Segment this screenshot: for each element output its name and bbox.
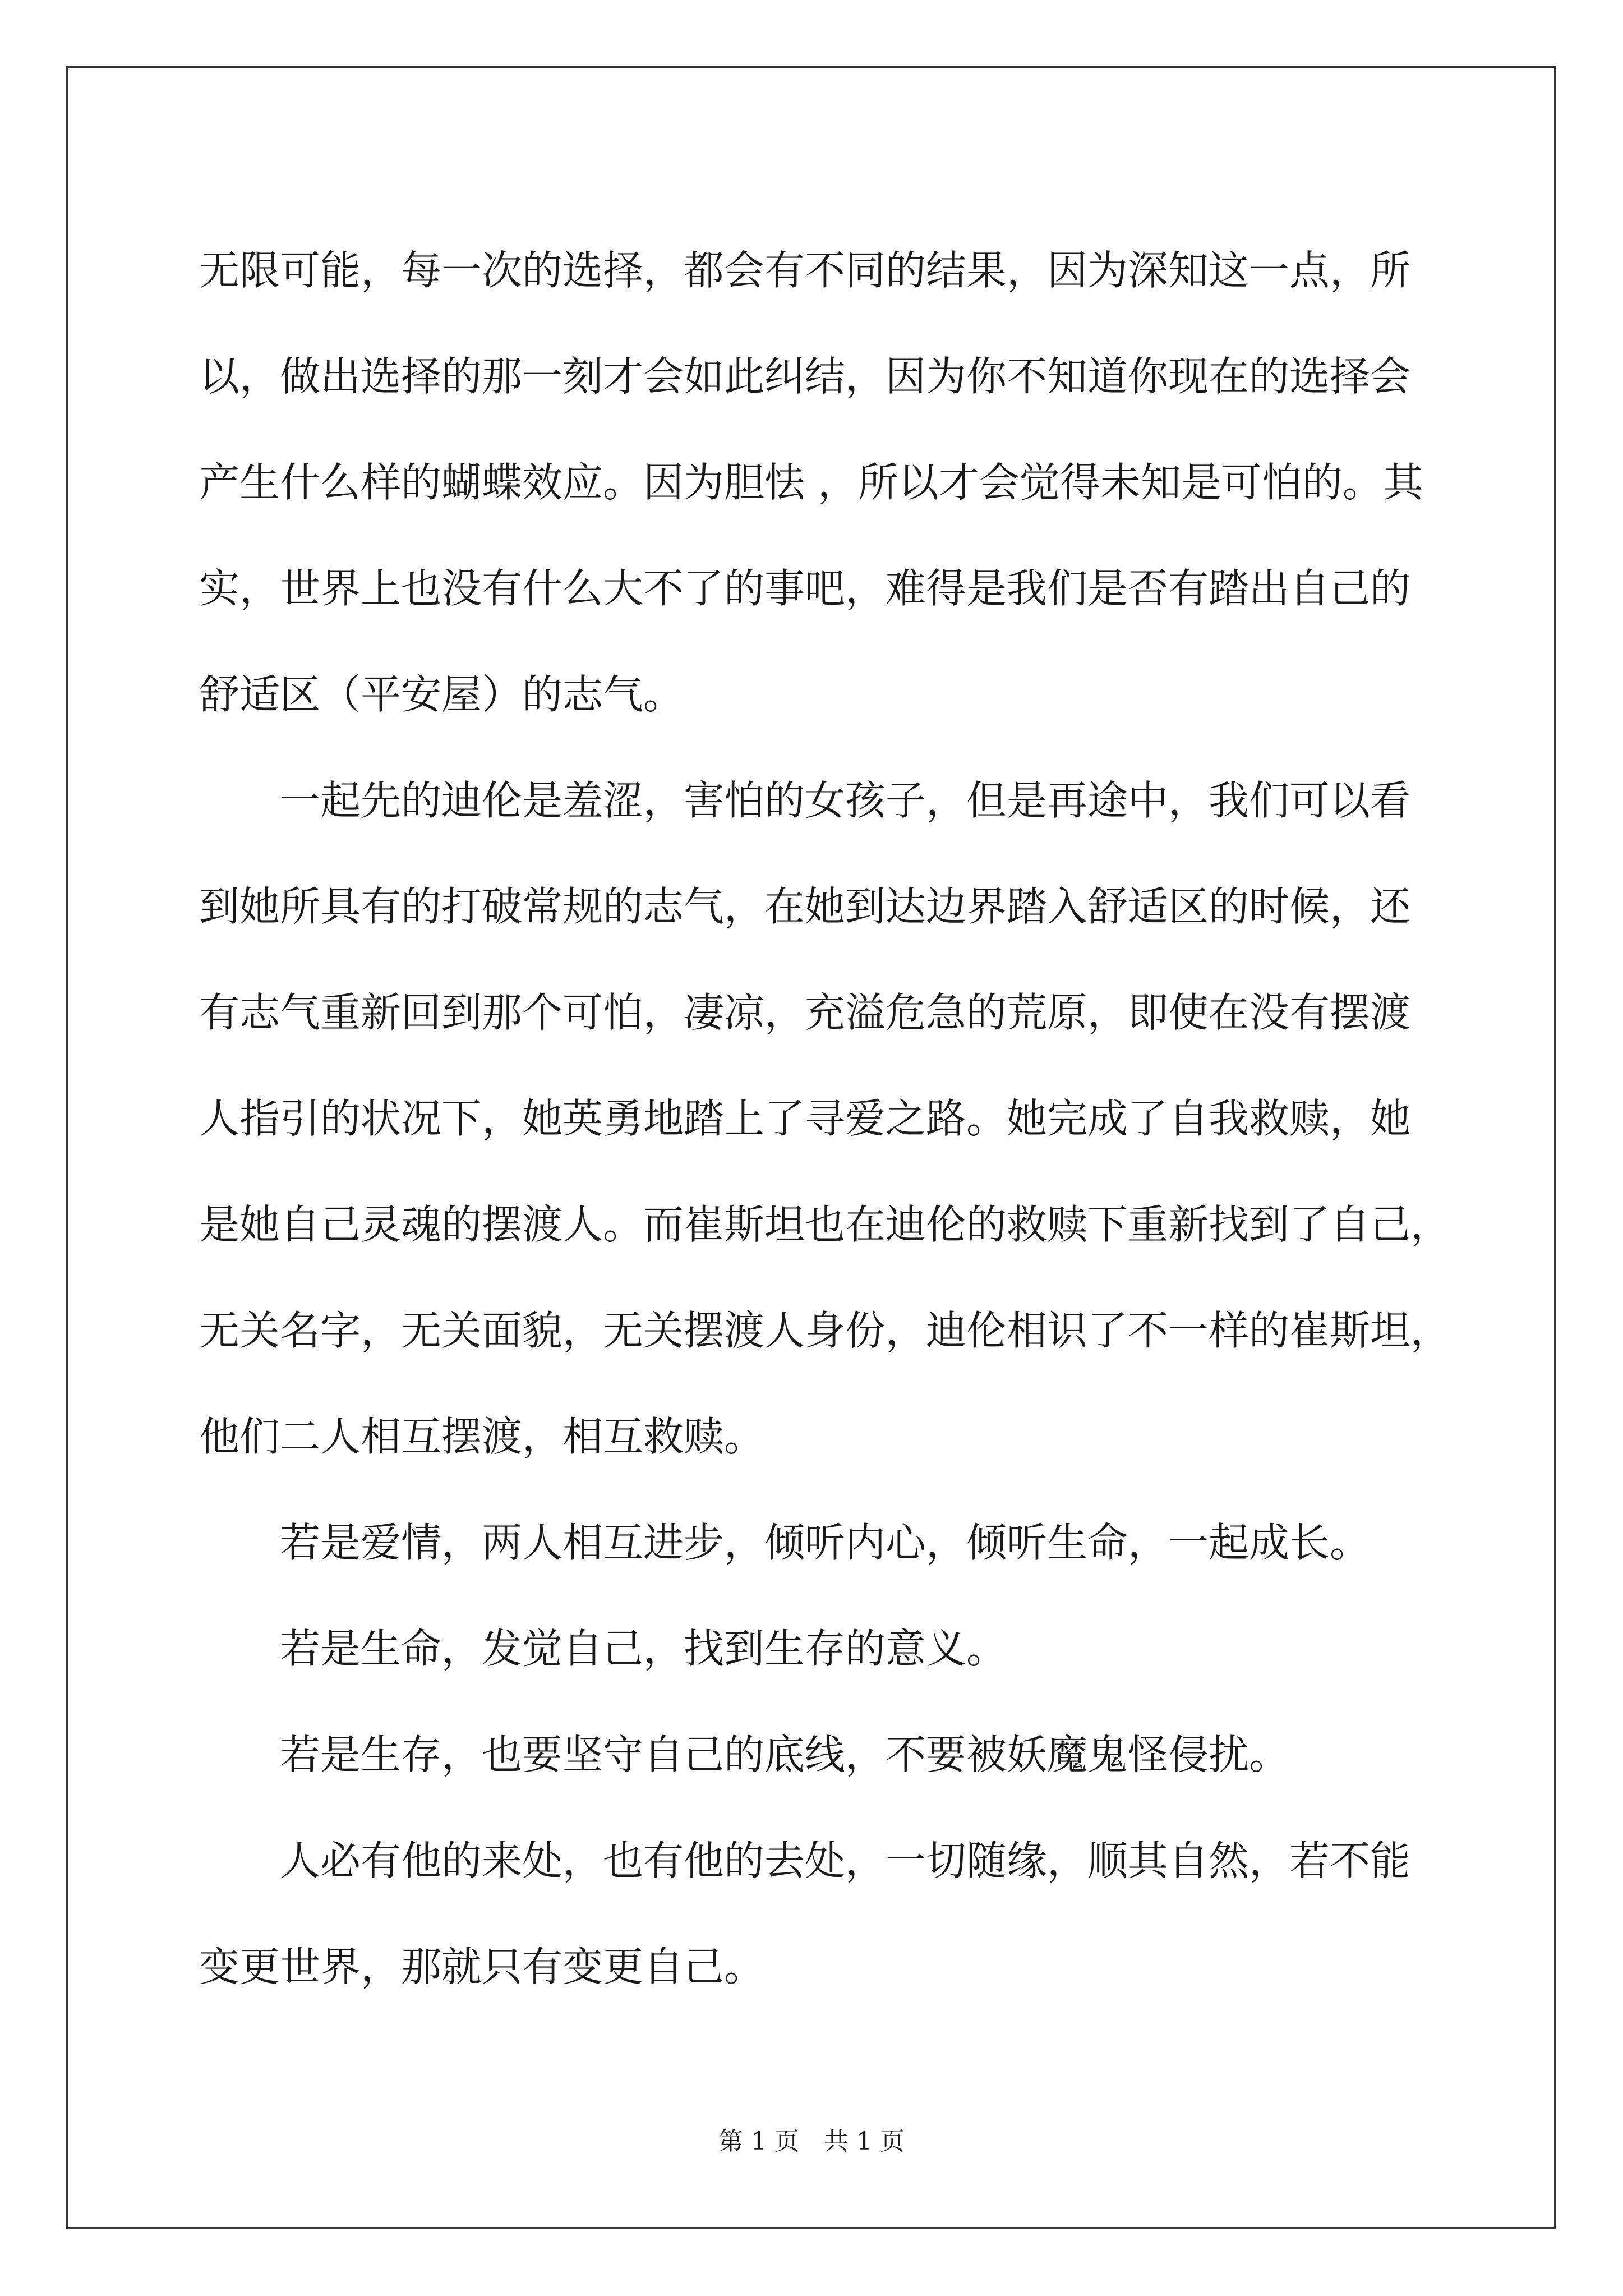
text-line: 一起先的迪伦是羞涩，害怕的女孩子，但是再途中，我们可以看	[280, 777, 1411, 824]
paragraph-1	[199, 218, 1461, 748]
paragraph-3	[199, 1490, 1461, 1596]
text-line: 无关名字，无关面貌，无关摆渡人身份，迪伦相识了不一样的崔斯坦，	[199, 1307, 1451, 1354]
text-line: 有志气重新回到那个可怕，凄凉，充溢危急的荒原，即使在没有摆渡	[199, 989, 1411, 1036]
text-line: 舒适区（平安屋）的志气。	[199, 671, 684, 718]
text-line: 若是爱情，两人相互进步，倾听内心，倾听生命，一起成长。	[280, 1519, 1371, 1566]
text-line: 实，世界上也没有什么大不了的事吧，难得是我们是否有踏出自己的	[199, 565, 1411, 612]
paragraph-2	[199, 748, 1461, 1490]
text-line: 是她自己灵魂的摆渡人。而崔斯坦也在迪伦的救赎下重新找到了自己，	[199, 1201, 1451, 1248]
text-line: 以，做出选择的那一刻才会如此纠结，因为你不知道你现在的选择会	[199, 353, 1411, 400]
page-footer	[0, 2125, 1623, 2159]
paragraph-5	[199, 1702, 1461, 1808]
text-line: 人必有他的来处，也有他的去处，一切随缘，顺其自然，若不能	[280, 1837, 1411, 1884]
text-line: 他们二人相互摆渡，相互救赎。	[199, 1413, 765, 1460]
paragraph-4	[199, 1596, 1461, 1702]
page-number-label: 第 1 页 共 1 页	[718, 2127, 905, 2156]
text-line: 产生什么样的蝴蝶效应。因为胆怯 ，所以才会觉得未知是可怕的。其	[199, 459, 1423, 506]
text-line: 无限可能，每一次的选择，都会有不同的结果，因为深知这一点，所	[199, 247, 1411, 294]
text-line: 若是生存，也要坚守自己的底线，不要被妖魔鬼怪侵扰。	[280, 1731, 1290, 1778]
text-line: 人指引的状况下，她英勇地踏上了寻爱之路。她完成了自我救赎，她	[199, 1095, 1411, 1142]
text-line: 变更世界，那就只有变更自己。	[199, 1943, 765, 1990]
paragraph-6	[199, 1808, 1461, 2020]
document-body	[199, 218, 1461, 2020]
text-line: 到她所具有的打破常规的志气，在她到达边界踏入舒适区的时候，还	[199, 883, 1411, 930]
text-line: 若是生命，发觉自己，找到生存的意义。	[280, 1625, 1007, 1672]
